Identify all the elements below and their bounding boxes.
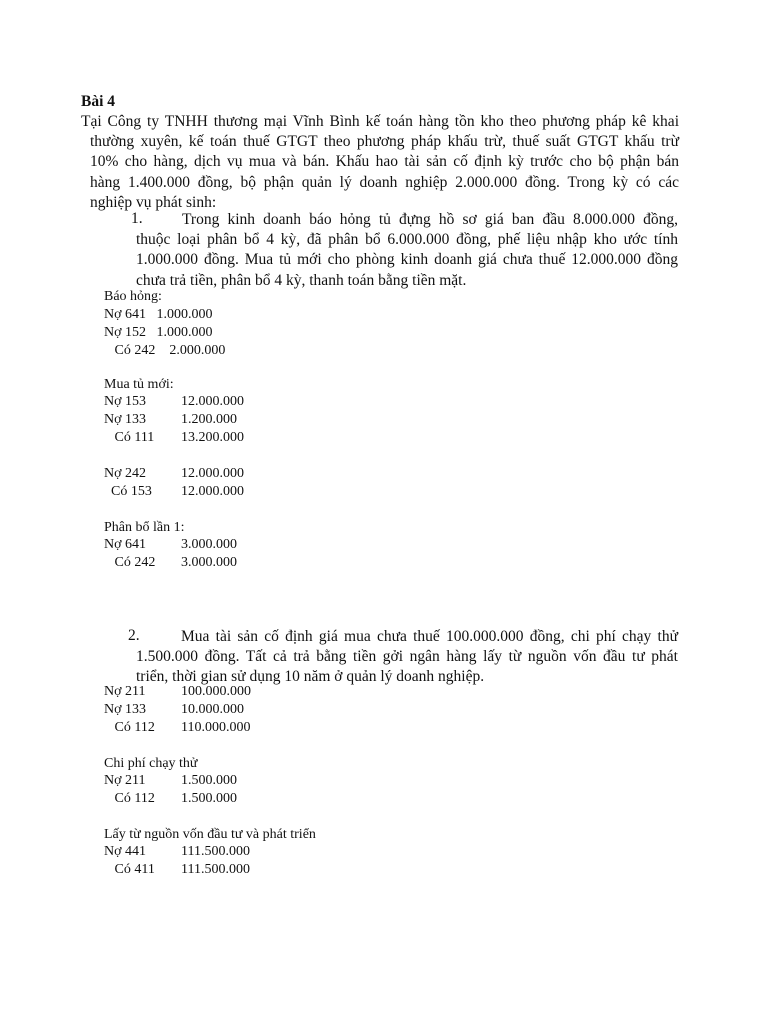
journal-entry — [104, 430, 244, 446]
journal-entry — [104, 484, 244, 500]
amount: 10.000.000 — [181, 702, 244, 717]
exercise-title: Bài 4 — [81, 93, 116, 110]
task2-line: triển, thời gian sử dụng 10 năm ở quản lý doanh nghiệp. — [136, 668, 485, 686]
amount: 111.500.000 — [181, 862, 250, 877]
task1-line: Trong kinh doanh báo hỏng tủ đựng hồ sơ giá ban đầu 8.000.000 đồng, — [182, 211, 678, 228]
chay-thu-label: Chi phí chạy thử — [104, 756, 198, 771]
nguon-von-label: Lấy từ nguồn vốn đầu tư và phát triển — [104, 827, 316, 842]
task2-line: 1.500.000 đồng. Tất cả trả bằng tiền gởi ngân hàng lấy từ nguồn vốn đầu tư phát — [136, 648, 678, 665]
account: Có 112 — [104, 791, 155, 806]
account: Có 112 — [104, 720, 155, 735]
journal-entry — [104, 702, 244, 718]
task1-line: chưa trả tiền, phân bổ 4 kỳ, thanh toán bằng tiền mặt. — [136, 271, 467, 289]
account: Có 242 — [104, 555, 156, 570]
amount: 1.500.000 — [181, 791, 237, 806]
account: Nợ 441 — [104, 844, 147, 859]
account: Nợ 211 — [104, 684, 146, 699]
journal-entry: Nợ 641 1.000.000 — [104, 307, 213, 322]
amount: 3.000.000 — [181, 537, 237, 552]
journal-entry — [104, 844, 250, 860]
account: Có 111 — [104, 430, 155, 445]
account: Nợ 153 — [104, 394, 147, 409]
account: Nợ 242 — [104, 466, 147, 481]
phan-bo-label: Phân bổ lần 1: — [104, 520, 185, 535]
task2-text — [181, 627, 678, 647]
intro-line: hàng 1.400.000 đồng, bộ phận quản lý doanh nghiệp 2.000.000 đồng. Trong kỳ có các — [90, 173, 679, 191]
amount: 110.000.000 — [181, 720, 251, 735]
task1-line: thuộc loại phân bổ 4 kỳ, đã phân bổ 6.000.000 đồng, phế liệu nhập kho ước tính — [136, 231, 678, 248]
task2-number: 2. — [128, 627, 140, 644]
intro-line: 10% cho hàng, dịch vụ mua và bán. Khấu hao tài sản cố định kỳ trước cho bộ phận bán — [90, 153, 679, 171]
amount: 12.000.000 — [181, 484, 244, 499]
amount: 111.500.000 — [181, 844, 250, 859]
journal-entry — [104, 555, 237, 571]
intro-line: Tại Công ty TNHH thương mại Vĩnh Bình kế toán hàng tồn kho theo phương pháp kê khai — [81, 113, 679, 130]
intro-line: nghiệp vụ phát sinh: — [90, 193, 217, 211]
journal-entry — [104, 466, 244, 482]
intro-line: thường xuyên, kế toán thuế GTGT theo phương pháp khấu trừ, thuế suất GTGT khấu trừ — [90, 133, 679, 150]
journal-entry — [104, 791, 237, 807]
intro-paragraph — [81, 112, 679, 132]
bao-hong-label: Báo hỏng: — [104, 289, 162, 304]
amount: 13.200.000 — [181, 430, 244, 445]
account: Nợ 133 — [104, 412, 147, 427]
account: Có 411 — [104, 862, 155, 877]
journal-entry: Có 242 2.000.000 — [104, 343, 226, 358]
task2-line: Mua tài sản cố định giá mua chưa thuế 100.000.000 đồng, chi phí chạy thử — [181, 628, 678, 645]
amount: 3.000.000 — [181, 555, 237, 570]
mua-tu-label: Mua tủ mới: — [104, 377, 174, 392]
journal-entry: Nợ 152 1.000.000 — [104, 325, 213, 340]
amount: 100.000.000 — [181, 684, 251, 699]
journal-entry — [104, 684, 251, 700]
task2-text-cont — [136, 647, 678, 688]
journal-entry — [104, 720, 251, 736]
task1-number: 1. — [131, 210, 143, 227]
journal-entry — [104, 394, 244, 410]
journal-entry — [104, 862, 250, 878]
journal-entry — [104, 412, 237, 428]
amount: 12.000.000 — [181, 466, 244, 481]
amount: 12.000.000 — [181, 394, 244, 409]
account: Nợ 211 — [104, 773, 146, 788]
account: Nợ 133 — [104, 702, 147, 717]
account: Có 153 — [104, 484, 152, 499]
task1-text — [182, 210, 678, 230]
amount: 1.200.000 — [181, 412, 237, 427]
task1-text-cont — [136, 230, 678, 291]
task1-line: 1.000.000 đồng. Mua tủ mới cho phòng kinh doanh giá chưa thuế 12.000.000 đồng — [136, 251, 678, 269]
journal-entry — [104, 537, 237, 553]
account: Nợ 641 — [104, 537, 147, 552]
intro-paragraph-cont — [90, 132, 679, 213]
journal-entry — [104, 773, 237, 789]
amount: 1.500.000 — [181, 773, 237, 788]
